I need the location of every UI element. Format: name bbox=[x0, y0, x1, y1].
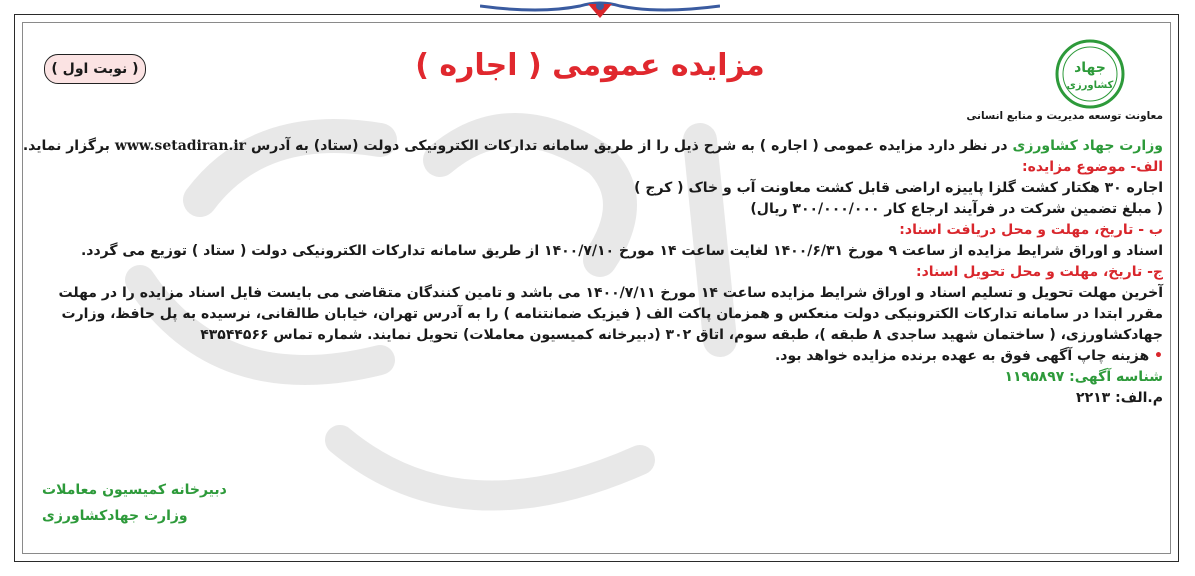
logo-text-top: جهاد bbox=[1074, 60, 1106, 76]
section-c-line1: آخرین مهلت تحویل و تسلیم اسناد و اوراق شرایط مزایده ساعت ۱۴ مورخ ۱۴۰۰/۷/۱۱ می باشد و تامین کنندگان متقاضی می بایست فایل اسناد مزایده را در مهلت bbox=[58, 285, 1163, 301]
note-line bbox=[33, 346, 1163, 367]
intro-org: وزارت جهاد کشاورزی bbox=[1012, 138, 1163, 154]
note-text: هزینه چاپ آگهی فوق به عهده برنده مزایده خواهد بود. bbox=[774, 348, 1150, 364]
logo-text-bottom: کشاورزی bbox=[1066, 80, 1114, 91]
section-c-line3: جهادکشاورزی، ( ساختمان شهید ساجدی ۸ طبقه )، طبقه سوم، اتاق ۳۰۲ (دبیرخانه کمیسیون معاملات) تحویل نمایند. شماره تماس ۴۳۵۴۴۵۶۶ bbox=[200, 327, 1163, 343]
signature-line2: وزارت جهادکشاورزی bbox=[42, 508, 188, 524]
bullet-icon: • bbox=[1154, 348, 1163, 364]
section-a-line1: اجاره ۳۰ هکتار کشت گلزا پاییزه اراضی قابل کشت معاونت آب و خاک ( کرج ) bbox=[634, 180, 1163, 196]
section-a-line2: ( مبلغ تضمین شرکت در فرآیند ارجاع کار ۳۰۰/۰۰۰/۰۰۰ ریال) bbox=[750, 201, 1163, 217]
intro-line bbox=[22, 136, 1163, 157]
signature-line1: دبیرخانه کمیسیون معاملات bbox=[42, 482, 227, 498]
ministry-logo-icon bbox=[1054, 38, 1126, 110]
page-title: مزایده عمومی ( اجاره ) bbox=[415, 48, 765, 83]
section-b-heading: ب - تاریخ، مهلت و محل دریافت اسناد: bbox=[899, 222, 1163, 238]
top-ornament-icon bbox=[480, 0, 720, 24]
ad-id: شناسه آگهی: ۱۱۹۵۸۹۷ bbox=[1004, 369, 1163, 385]
intro-tail: برگزار نماید. bbox=[22, 138, 110, 154]
notice-body bbox=[22, 136, 1163, 409]
ref-number: م.الف: ۲۲۱۳ bbox=[1076, 390, 1163, 406]
intro-site-link[interactable]: www.setadiran.ir bbox=[114, 138, 247, 154]
section-c-heading: ج- تاریخ، مهلت و محل تحویل اسناد: bbox=[916, 264, 1163, 280]
section-c-line2: مقرر ابتدا در سامانه تدارکات الکترونیکی دولت منعکس و همزمان پاکت الف ( فیزیک ضمانتنامه ) را به آدرس تهران، خیابان طالقانی، نرسیده به پل حافظ، وزارت bbox=[61, 306, 1163, 322]
turn-badge: ( نوبت اول ) bbox=[44, 54, 146, 84]
intro-text: در نظر دارد مزایده عمومی ( اجاره ) به شرح ذیل را از طریق سامانه تدارکات الکترونیکی دولت (ستاد) به آدرس bbox=[250, 138, 1008, 154]
section-a-heading: الف- موضوع مزایده: bbox=[1022, 159, 1163, 175]
deputy-label: معاونت توسعه مدیریت و منابع انسانی bbox=[966, 110, 1163, 122]
section-b-line1: اسناد و اوراق شرایط مزایده از ساعت ۹ مورخ ۱۴۰۰/۶/۳۱ لغایت ساعت ۱۴ مورخ ۱۴۰۰/۷/۱۰ از طریق سامانه تدارکات الکترونیکی دولت ( ستاد ) توزیع می گردد. bbox=[80, 243, 1163, 259]
